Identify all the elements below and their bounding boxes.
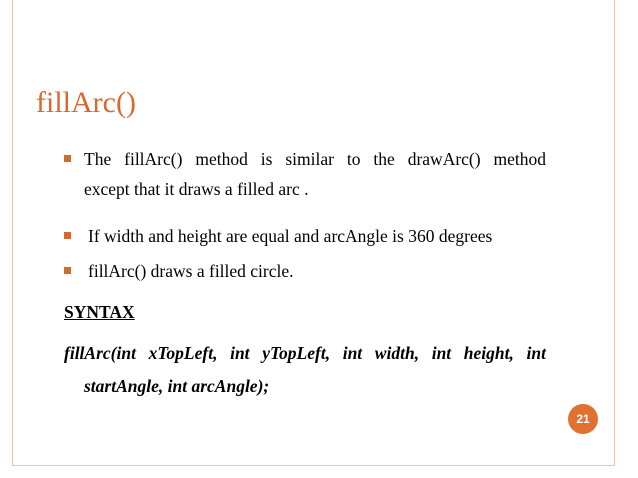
syntax-heading: SYNTAX bbox=[64, 302, 135, 322]
page-number-badge: 21 bbox=[568, 404, 598, 434]
syntax-code-line-1: fillArc(int xTopLeft, int yTopLeft, int width, int height, int bbox=[64, 343, 546, 363]
bullet-marker bbox=[64, 232, 71, 239]
syntax-code-line-2: startAngle, int arcAngle); bbox=[84, 376, 270, 396]
bullet-2-text: If width and height are equal and arcAngle is 360 degrees bbox=[88, 226, 493, 246]
slide-title: fillArc() bbox=[36, 86, 136, 119]
bullet-marker bbox=[64, 267, 71, 274]
bullet-marker bbox=[64, 155, 71, 162]
bullet-1-line-1: The fillArc() method is similar to the drawArc() method bbox=[84, 149, 546, 169]
bullet-3-text: fillArc() draws a filled circle. bbox=[88, 261, 294, 281]
bullet-1-line-2: except that it draws a filled arc . bbox=[84, 179, 309, 199]
